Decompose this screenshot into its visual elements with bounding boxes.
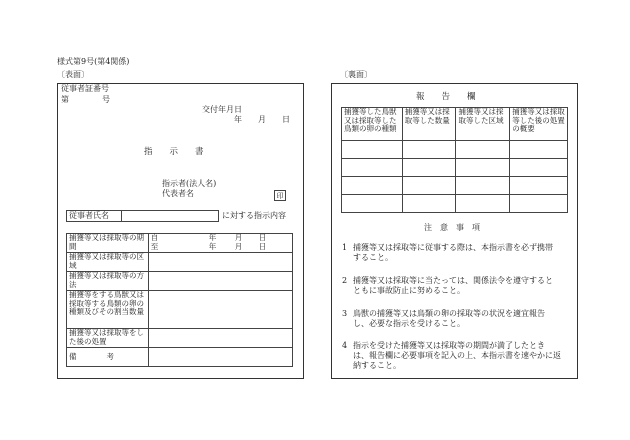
- row-label-species: 捕獲等をする鳥獣又は採取等する鳥類の卵の種類及びその割当数量: [67, 291, 149, 329]
- note-line: 鳥獣の捕獲等又は鳥類の卵の採取等の状況を適宜報告: [353, 309, 545, 318]
- table-row: [67, 348, 293, 367]
- row-label-method: 捕獲等又は採取等の方法: [67, 272, 149, 291]
- report-cell[interactable]: [342, 195, 403, 213]
- report-cell[interactable]: [456, 195, 510, 213]
- report-cell[interactable]: [510, 159, 568, 177]
- table-row: [67, 291, 293, 329]
- row-label-disposal: 捕獲等又は採取等をした後の処置: [67, 329, 149, 348]
- report-cell[interactable]: [510, 195, 568, 213]
- table-row: [342, 159, 568, 177]
- note-line: 納すること。: [353, 361, 401, 370]
- from-day: 日: [258, 233, 267, 242]
- to-month: 月: [234, 242, 243, 251]
- remarks-field[interactable]: [148, 348, 292, 367]
- form-title: 様式第9号(第4関係): [57, 57, 130, 66]
- issue-date-value: 年 月 日: [234, 115, 290, 124]
- to-year: 年: [208, 242, 217, 251]
- note-line: ともに事故防止に努めること。: [353, 286, 465, 295]
- issuer-label: 指示者(法人名): [162, 179, 217, 188]
- disposal-field[interactable]: [148, 329, 292, 348]
- seal-box: 印: [274, 190, 286, 201]
- dai-text: 第: [61, 95, 69, 104]
- row-label-remarks: 備 考: [67, 348, 149, 367]
- report-header: 捕獲等した鳥獣又は採取等した鳥類の卵の種類: [342, 108, 403, 141]
- from-year: 年: [208, 233, 217, 242]
- table-row: [342, 195, 568, 213]
- note-number: 3: [342, 309, 348, 318]
- note-line: 捕獲等又は採取等に従事する際は、本指示書を必ず携帯: [353, 243, 553, 252]
- report-cell[interactable]: [510, 141, 568, 159]
- front-label: 〔表面〕: [57, 70, 89, 79]
- report-cell[interactable]: [510, 177, 568, 195]
- table-row: [67, 329, 293, 348]
- report-cell[interactable]: [402, 195, 456, 213]
- note-line: し、必要な指示を受けること。: [353, 319, 465, 328]
- period-field[interactable]: [148, 234, 292, 253]
- note-line: 指示を受けた捕獲等又は採取等の期間が満了したとき: [353, 341, 545, 350]
- table-row: [342, 108, 568, 141]
- worker-name-label: 従事者氏名: [69, 211, 109, 220]
- doc-title: 指 示 書: [144, 147, 204, 157]
- to-label: 至: [150, 242, 159, 251]
- instruction-table: [66, 233, 293, 367]
- back-label: 〔裏面〕: [340, 70, 372, 79]
- table-row: [342, 177, 568, 195]
- table-row: [342, 141, 568, 159]
- row-label-period: 捕獲等又は採取等の期間: [67, 234, 149, 253]
- note-line: すること。: [353, 253, 393, 262]
- report-cell[interactable]: [456, 141, 510, 159]
- issue-date-label: 交付年月日: [202, 105, 242, 114]
- table-row: [67, 234, 293, 253]
- report-header: 捕獲等又は採取等した後の処置の概要: [510, 108, 568, 141]
- row-label-area: 捕獲等又は採取等の区域: [67, 253, 149, 272]
- report-cell[interactable]: [456, 177, 510, 195]
- report-table: [341, 107, 568, 213]
- report-title: 報 告 欄: [416, 92, 476, 102]
- table-row: [67, 253, 293, 272]
- note-line: は、報告欄に必要事項を記入の上、本指示書を速やかに返: [353, 351, 561, 360]
- area-field[interactable]: [148, 253, 292, 272]
- note-number: 4: [342, 341, 348, 350]
- to-day: 日: [258, 242, 267, 251]
- note-line: 捕獲等又は採取等に当たっては、関係法令を遵守すると: [353, 276, 553, 285]
- report-cell[interactable]: [342, 159, 403, 177]
- report-header: 捕獲等又は採取等した区域: [456, 108, 510, 141]
- report-cell[interactable]: [342, 177, 403, 195]
- rep-label: 代表者名: [162, 189, 194, 198]
- note-number: 2: [342, 276, 348, 285]
- table-row: [67, 272, 293, 291]
- report-cell[interactable]: [342, 141, 403, 159]
- species-field[interactable]: [148, 291, 292, 329]
- notes-title: 注 意 事 項: [424, 223, 480, 232]
- report-cell[interactable]: [402, 141, 456, 159]
- report-cell[interactable]: [402, 159, 456, 177]
- report-header: 捕獲等又は採取等した数量: [402, 108, 456, 141]
- go-text: 号: [102, 95, 110, 104]
- worker-name-field[interactable]: [66, 210, 219, 222]
- from-month: 月: [234, 233, 243, 242]
- cert-no-label: 従事者証番号: [61, 84, 109, 93]
- method-field[interactable]: [148, 272, 292, 291]
- report-cell[interactable]: [402, 177, 456, 195]
- note-number: 1: [342, 243, 348, 252]
- report-cell[interactable]: [456, 159, 510, 177]
- instruction-suffix: に対する指示内容: [222, 211, 286, 220]
- back-panel: [331, 83, 578, 379]
- from-label: 自: [150, 233, 159, 242]
- front-panel: [57, 83, 304, 379]
